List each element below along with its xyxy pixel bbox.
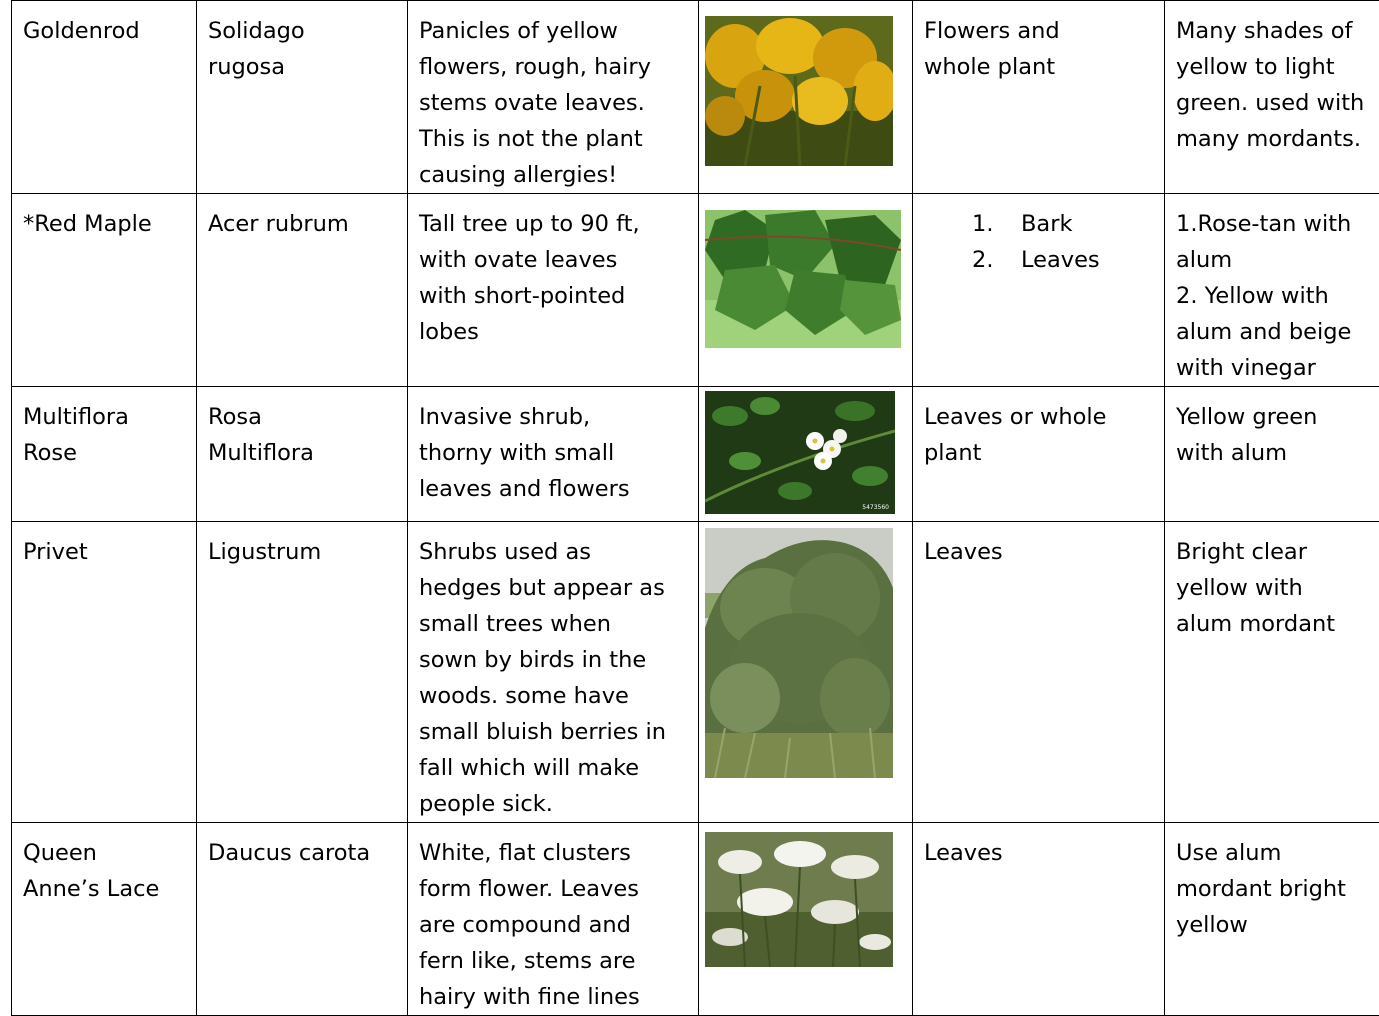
common-name-cell xyxy=(12,522,197,823)
parts-used-cell xyxy=(913,194,1165,387)
description-cell xyxy=(408,522,699,823)
photo-cell xyxy=(699,823,913,1016)
parts-used: Leaves xyxy=(924,835,1154,871)
photo-cell xyxy=(699,387,913,522)
dye-color-cell xyxy=(1165,194,1379,387)
scientific-name: Rosa Multiflora xyxy=(208,399,397,471)
dye-color: 1.Rose-tan with alum 2. Yellow with alum and beige with vinegar xyxy=(1176,206,1370,386)
red-maple-photo xyxy=(705,210,901,348)
dye-color: Many shades of yellow to light green. used with many mordants. xyxy=(1176,13,1370,157)
photo-cell xyxy=(699,1,913,194)
photo-cell xyxy=(699,522,913,823)
scientific-name: Acer rubrum xyxy=(208,206,397,242)
list-item: 2. Leaves xyxy=(924,242,1154,278)
description: Invasive shrub, thorny with small leaves and flowers xyxy=(419,399,688,507)
parts-used-cell xyxy=(913,1,1165,194)
description: White, flat clusters form flower. Leaves are compound and fern like, stems are hairy with fine lines xyxy=(419,835,688,1015)
common-name-cell xyxy=(12,1,197,194)
common-name-cell xyxy=(12,823,197,1016)
parts-used: Leaves xyxy=(924,534,1154,570)
common-name: Queen Anne’s Lace xyxy=(23,835,186,907)
description-cell xyxy=(408,1,699,194)
description: Tall tree up to 90 ft, with ovate leaves with short-pointed lobes xyxy=(419,206,688,350)
parts-used-cell xyxy=(913,823,1165,1016)
scientific-name-cell xyxy=(197,387,408,522)
dye-color: Bright clear yellow with alum mordant xyxy=(1176,534,1370,642)
common-name-cell xyxy=(12,387,197,522)
dye-color: Yellow green with alum xyxy=(1176,399,1370,471)
queen-annes-lace-photo xyxy=(705,832,893,967)
scientific-name: Daucus carota xyxy=(208,835,397,871)
description-cell xyxy=(408,194,699,387)
scientific-name-cell xyxy=(197,1,408,194)
common-name: *Red Maple xyxy=(23,206,186,242)
photo-cell xyxy=(699,194,913,387)
goldenrod-photo xyxy=(705,16,893,166)
parts-used-cell xyxy=(913,387,1165,522)
scientific-name: Solidago rugosa xyxy=(208,13,397,85)
multiflora-rose-photo xyxy=(705,391,895,514)
dye-color-cell xyxy=(1165,387,1379,522)
table-row xyxy=(12,194,1379,387)
description: Shrubs used as hedges but appear as small trees when sown by birds in the woods. some have small bluish berries in fall which will make people sick. xyxy=(419,534,688,822)
plant-dye-table xyxy=(11,0,1379,1016)
table-row xyxy=(12,823,1379,1016)
common-name-cell xyxy=(12,194,197,387)
scientific-name-cell xyxy=(197,194,408,387)
list-item: 1. Bark xyxy=(924,206,1154,242)
scientific-name: Ligustrum xyxy=(208,534,397,570)
parts-used: Leaves or whole plant xyxy=(924,399,1154,471)
scientific-name-cell xyxy=(197,522,408,823)
dye-color-cell xyxy=(1165,1,1379,194)
description-cell xyxy=(408,823,699,1016)
scientific-name-cell xyxy=(197,823,408,1016)
table-row xyxy=(12,387,1379,522)
description: Panicles of yellow flowers, rough, hairy stems ovate leaves. This is not the plant causing allergies! xyxy=(419,13,688,193)
parts-used-cell xyxy=(913,522,1165,823)
dye-color-cell xyxy=(1165,522,1379,823)
dye-color-cell xyxy=(1165,823,1379,1016)
dye-color: Use alum mordant bright yellow xyxy=(1176,835,1370,943)
common-name: Goldenrod xyxy=(23,13,186,49)
photo-credit-number: 5473560 xyxy=(862,504,889,512)
table-row xyxy=(12,1,1379,194)
table-row xyxy=(12,522,1379,823)
description-cell xyxy=(408,387,699,522)
common-name: Privet xyxy=(23,534,186,570)
common-name: Multiflora Rose xyxy=(23,399,186,471)
privet-photo xyxy=(705,528,893,778)
parts-used: Flowers and whole plant xyxy=(924,13,1154,85)
parts-used-list xyxy=(924,206,1154,278)
